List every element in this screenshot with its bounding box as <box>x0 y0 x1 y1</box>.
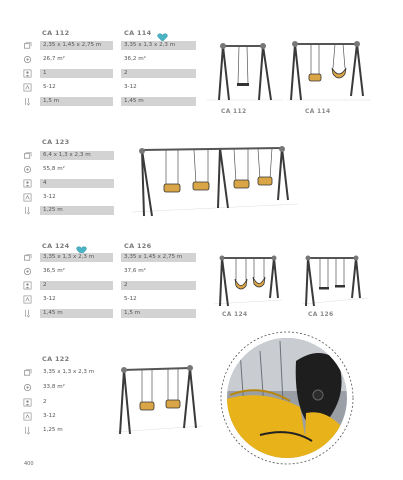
spec-users: 2 <box>43 399 47 405</box>
page-number: 400 <box>24 461 34 467</box>
product-code-ca114: CA 114 <box>124 29 152 37</box>
users-icon <box>23 69 32 78</box>
spec-age: 3-12 <box>124 84 137 90</box>
area-icon <box>23 383 32 392</box>
area-icon <box>23 267 32 276</box>
spec-area: 36,5 m² <box>43 268 65 274</box>
users-icon <box>23 281 32 290</box>
spec-age: 3-12 <box>43 296 56 302</box>
fall-height-icon <box>23 426 32 435</box>
spec-users: 2 <box>121 281 196 290</box>
spec-fall-height: 1,25 m <box>43 427 63 433</box>
spec-users: 2 <box>121 69 196 78</box>
fall-height-icon <box>23 206 32 215</box>
spec-users: 4 <box>40 179 114 188</box>
spec-users: 1 <box>40 69 113 78</box>
spec-age: 3-12 <box>43 413 56 419</box>
age-icon <box>23 193 32 202</box>
spec-area: 55,8 m² <box>43 166 65 172</box>
fall-height-icon <box>23 309 32 318</box>
caption-ca126: CA 126 <box>308 311 334 318</box>
area-icon <box>23 165 32 174</box>
spec-dimensions: 2,35 x 1,45 x 2,75 m <box>40 41 113 50</box>
spec-dimensions: 3,35 x 1,3 x 2,3 m <box>121 41 196 50</box>
spec-age: 5-12 <box>43 84 56 90</box>
spec-dimensions: 3,35 x 1,3 x 2,3 m <box>40 253 113 262</box>
seat-detail-photo <box>220 331 354 465</box>
spec-dimensions: 6,4 x 1,3 x 2,3 m <box>40 151 114 160</box>
dimensions-icon <box>23 253 32 262</box>
spec-area: 37,6 m² <box>124 268 146 274</box>
product-code-ca126: CA 126 <box>124 242 152 250</box>
users-icon <box>23 398 32 407</box>
product-code-ca112: CA 112 <box>42 29 70 37</box>
swing-image-ca112 <box>205 38 285 110</box>
spec-area: 33,8 m² <box>43 384 65 390</box>
caption-ca114: CA 114 <box>305 108 331 115</box>
spec-fall-height: 1,45 m <box>40 309 113 318</box>
spec-age: 5-12 <box>124 296 137 302</box>
spec-age: 3-12 <box>43 194 56 200</box>
product-code-ca123: CA 123 <box>42 138 70 146</box>
spec-dimensions: 3,35 x 1,3 x 2,3 m <box>43 369 95 375</box>
users-icon <box>23 179 32 188</box>
spec-users: 2 <box>40 281 113 290</box>
heart-icon <box>76 240 87 249</box>
caption-ca112: CA 112 <box>221 108 247 115</box>
age-icon <box>23 412 32 421</box>
swing-image-ca126 <box>300 252 370 312</box>
area-icon <box>23 55 32 64</box>
spec-fall-height: 1,45 m <box>121 97 196 106</box>
caption-ca124: CA 124 <box>222 311 248 318</box>
dimensions-icon <box>23 151 32 160</box>
product-code-ca122: CA 122 <box>42 355 70 363</box>
dimensions-icon <box>23 368 32 377</box>
spec-fall-height: 1,5 m <box>121 309 196 318</box>
product-code-ca124: CA 124 <box>42 242 70 250</box>
swing-image-ca122 <box>114 362 204 438</box>
swing-image-ca124 <box>212 252 284 312</box>
swing-image-ca123 <box>130 142 300 222</box>
spec-fall-height: 1,5 m <box>40 97 113 106</box>
swing-image-ca114 <box>285 36 373 110</box>
fall-height-icon <box>23 97 32 106</box>
age-icon <box>23 83 32 92</box>
heart-icon <box>157 27 168 36</box>
age-icon <box>23 295 32 304</box>
spec-fall-height: 1,25 m <box>40 206 114 215</box>
spec-area: 26,7 m² <box>43 56 65 62</box>
spec-area: 36,2 m² <box>124 56 146 62</box>
spec-dimensions: 3,35 x 1,45 x 2,75 m <box>121 253 196 262</box>
dimensions-icon <box>23 41 32 50</box>
